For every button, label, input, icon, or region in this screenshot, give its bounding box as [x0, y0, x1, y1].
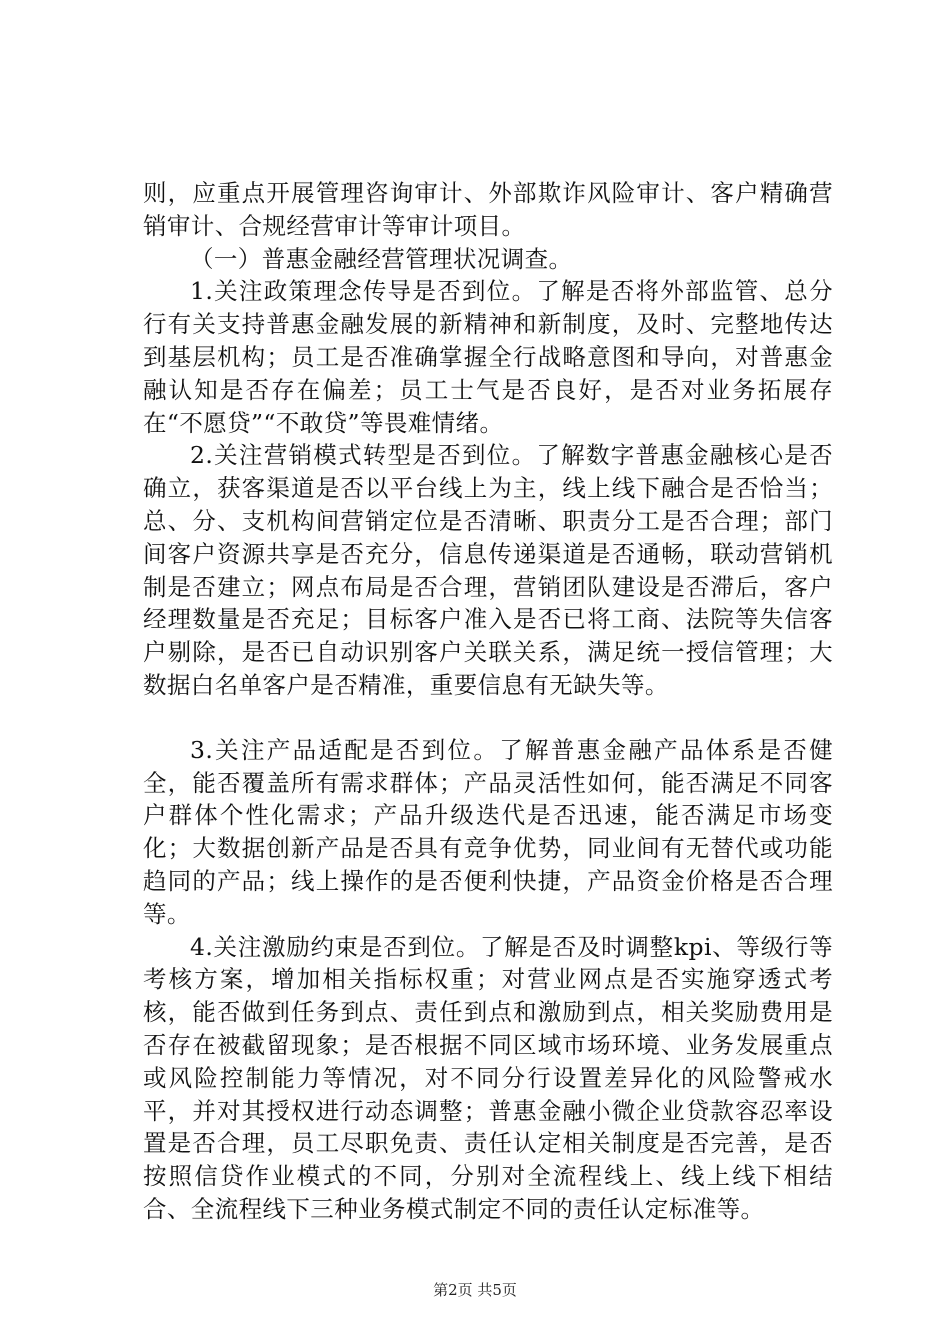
paragraph-item-3: 3.关注产品适配是否到位。了解普惠金融产品体系是否健全，能否覆盖所有需求群体；产品灵活性如何，能否满足不同客户群体个性化需求；产品升级迭代是否迅速，能否满足市场变化；大数据创新产品是否具有竞争优势，同业间有无替代或功能趋同的产品；线上操作的是否便利快捷，产品资金价格是否合理等。 [143, 735, 833, 928]
section-heading: （一）普惠金融经营管理状况调查。 [190, 244, 573, 273]
document-body [143, 177, 833, 1226]
paragraph-item-1: 1.关注政策理念传导是否到位。了解是否将外部监管、总分行有关支持普惠金融发展的新精神和新制度，及时、完整地传达到基层机构；员工是否准确掌握全行战略意图和导向，对普惠金融认知是否存在偏差；员工士气是否良好，是否对业务拓展存在“不愿贷”“不敢贷”等畏难情绪。 [143, 277, 833, 437]
paragraph-continuation: 则，应重点开展管理咨询审计、外部欺诈风险审计、客户精确营销审计、合规经营审计等审计项目。 [143, 179, 833, 240]
paragraph-item-4: 4.关注激励约束是否到位。了解是否及时调整kpi、等级行等考核方案，增加相关指标权重；对营业网点是否实施穿透式考核，能否做到任务到点、责任到点和激励到点，相关奖励费用是否存在被截留现象；是否根据不同区域市场环境、业务发展重点或风险控制能力等情况，对不同分行设置差异化的风险警戒水平，并对其授权进行动态调整；普惠金融小微企业贷款容忍率设置是否合理，员工尽职免责、责任认定相关制度是否完善，是否按照信贷作业模式的不同，分别对全流程线上、线上线下相结合、全流程线下三种业务模式制定不同的责任认定标准等。 [143, 932, 833, 1223]
paragraph-item-2: 2.关注营销模式转型是否到位。了解数字普惠金融核心是否确立，获客渠道是否以平台线上为主，线上线下融合是否恰当；总、分、支机构间营销定位是否清晰、职责分工是否合理；部门间客户资源共享是否充分，信息传递渠道是否通畅，联动营销机制是否建立；网点布局是否合理，营销团队建设是否滞后，客户经理数量是否充足；目标客户准入是否已将工商、法院等失信客户剔除，是否已自动识别客户关联关系，满足统一授信管理；大数据白名单客户是否精准，重要信息有无缺失等。 [143, 441, 833, 699]
page-footer: 第2页 共5页 [433, 1281, 517, 1299]
